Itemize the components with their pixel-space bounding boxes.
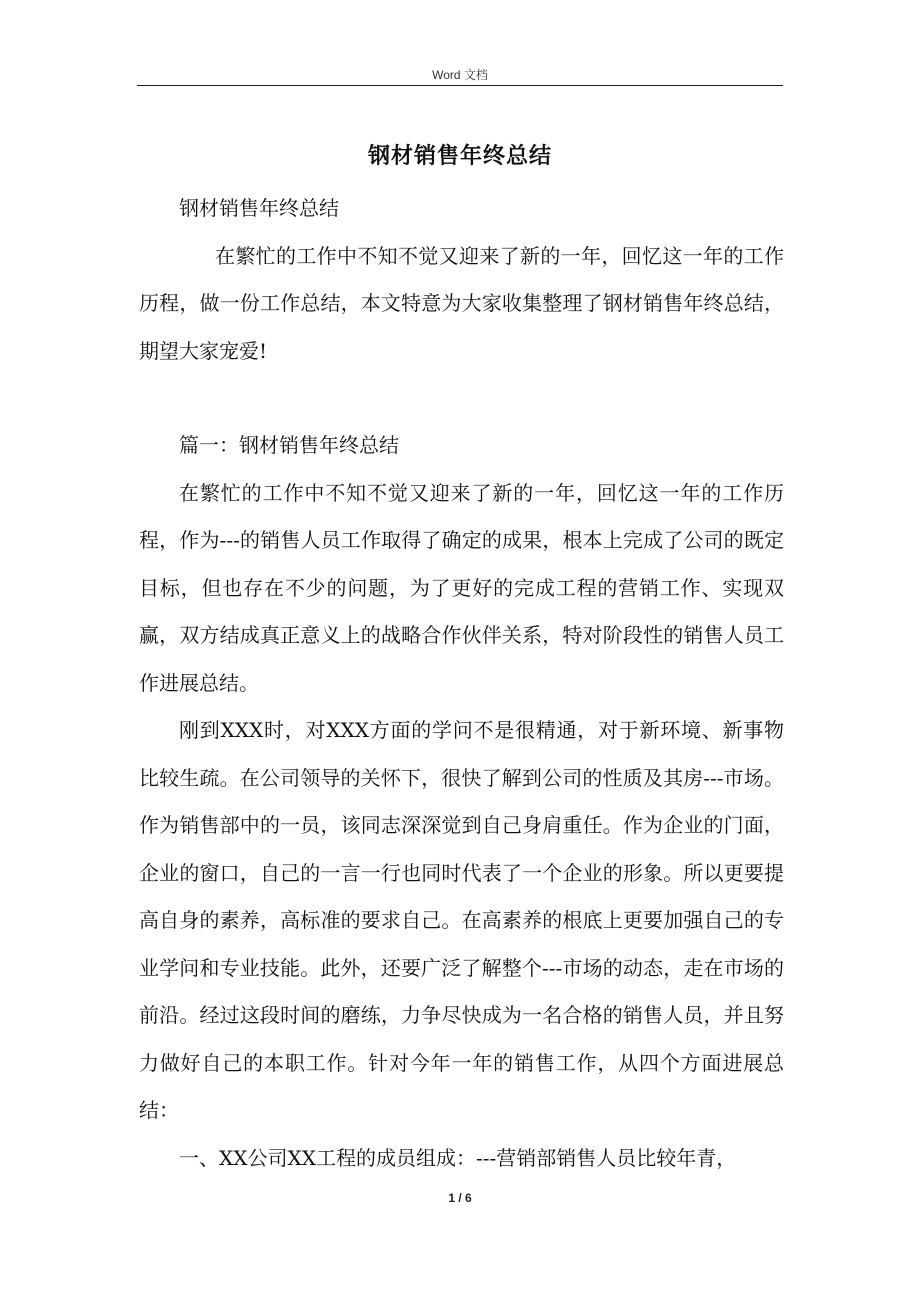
document-body (139, 185, 784, 1182)
page-number: 1 / 6 (448, 1191, 472, 1205)
header-label: Word 文档 (432, 68, 488, 82)
body-paragraph: 在繁忙的工作中不知不觉又迎来了新的一年，回忆这一年的工作历程，作为---的销售人员工作取得了确定的成果，根本上完成了公司的既定目标，但也存在不少的问题，为了更好的完成工程的营销工作、实现双赢，双方结成真正意义上的战略合作伙伴关系，特对阶段性的销售人员工作进展总结。 (139, 480, 784, 695)
section-heading: 篇一：钢材销售年终总结 (179, 433, 399, 457)
body-paragraph: 一、XX公司XX工程的成员组成：---营销部销售人员比较年青， (179, 1145, 737, 1170)
blank-line (139, 375, 784, 422)
document-subtitle: 钢材销售年终总结 (179, 196, 339, 220)
header-divider (137, 85, 783, 86)
intro-paragraph: 在繁忙的工作中不知不觉又迎来了新的一年，回忆这一年的工作历程，做一份工作总结，本文特意为大家收集整理了钢材销售年终总结，期望大家宠爱! (139, 243, 784, 363)
document-title: 钢材销售年终总结 (367, 143, 552, 169)
body-paragraph: 刚到XXX时，对XXX方面的学问不是很精通，对于新环境、新事物比较生疏。在公司领导的关怀下，很快了解到公司的性质及其房---市场。作为销售部中的一员，该同志深深觉到自己身肩重任。作为企业的门面，企业的窗口，自己的一言一行也同时代表了一个企业的形象。所以更要提高自身的素养，高标准的要求自己。在高素养的根底上更要加强自己的专业学问和专业技能。此外，还要广泛了解整个---市场的动态，走在市场的前沿。经过这段时间的磨练，力争尽快成为一名合格的销售人员，并且努力做好自己的本职工作。针对今年一年的销售工作，从四个方面进展总结： (139, 718, 784, 1122)
